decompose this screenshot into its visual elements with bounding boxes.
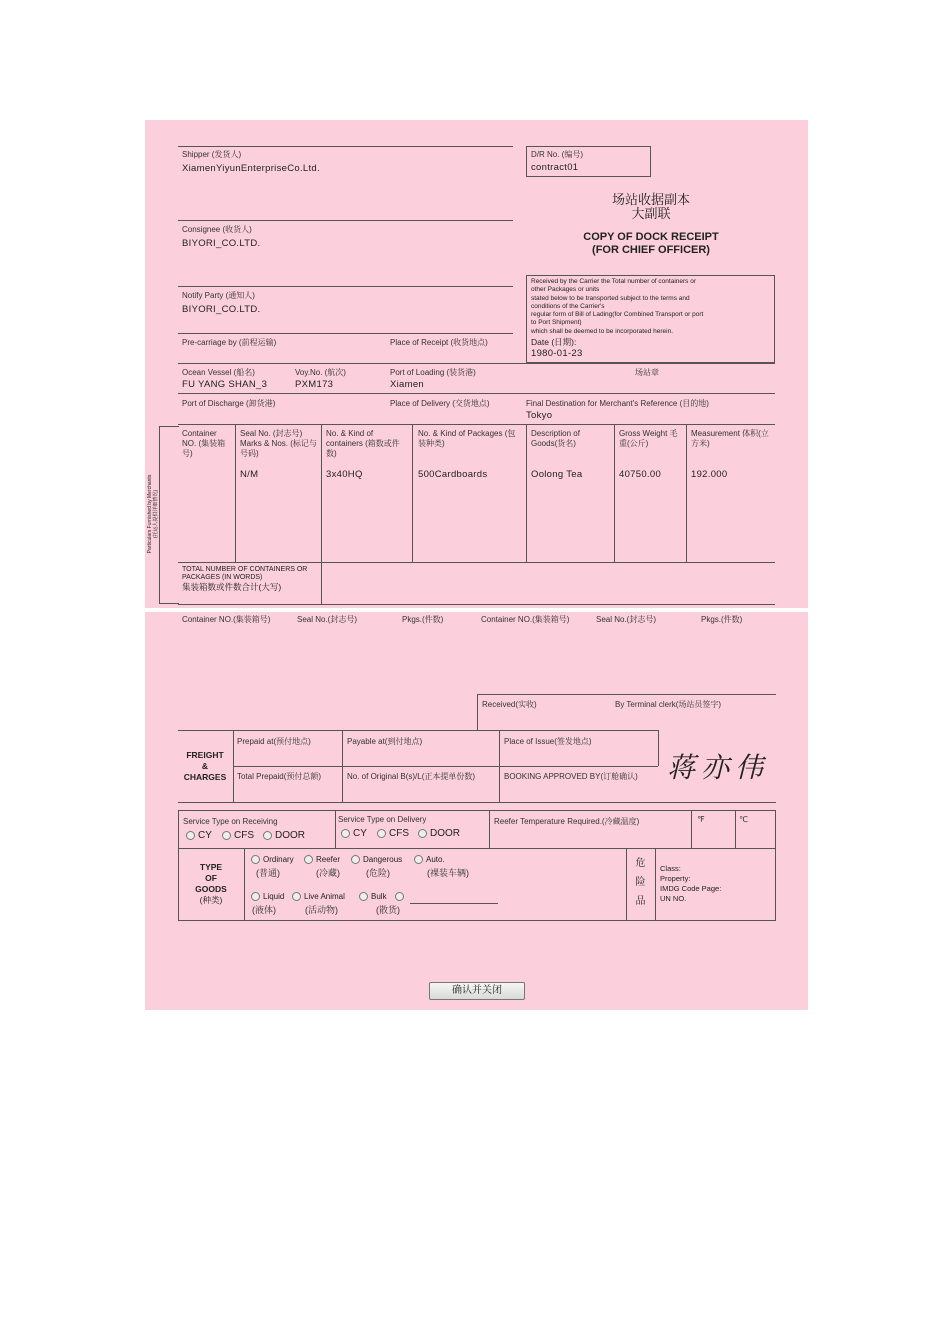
celsius-unit: ℃ [739, 815, 748, 824]
delivery-cy-option[interactable] [341, 828, 367, 839]
row-description: Oolong Tea [531, 469, 583, 480]
ocean-vessel-value: FU YANG SHAN_3 [182, 379, 268, 390]
ordinary-cn: (普通) [256, 868, 280, 878]
freight-line: CHARGES [183, 772, 227, 782]
place-of-issue-label: Place of Issue(签发地点) [504, 737, 592, 746]
receiving-cfs-option[interactable] [222, 830, 254, 841]
option-label: Auto. [426, 855, 445, 864]
shipper-value: XiamenYiyunEnterpriseCo.Ltd. [182, 163, 320, 174]
col-gross-weight: Gross Weight 毛重(公斤) [619, 429, 678, 448]
consignee-value: BIYORI_CO.LTD. [182, 238, 261, 249]
option-label: Ordinary [263, 855, 294, 864]
delivery-door-option[interactable] [418, 828, 460, 839]
dangerous-cn: (危险) [366, 868, 390, 878]
port-of-loading-value: Xiamen [390, 379, 425, 390]
place-of-delivery-label: Place of Delivery (交货地点) [390, 399, 490, 408]
col-measurement: Measurement 体积(立方米) [691, 429, 769, 448]
receipt-line: which shall be deemed to be incorporated herein. [531, 327, 674, 335]
precarriage-label: Pre-carriage by (前程运输) [182, 338, 277, 347]
divider [178, 802, 776, 803]
prepaid-at-label: Prepaid at(预付地点) [237, 737, 311, 746]
port-of-loading-label: Port of Loading (装货港) [390, 368, 476, 377]
auto-cn: (裸装车辆) [427, 868, 469, 878]
receipt-line: to Port Shipment) [531, 319, 582, 327]
seal-no-label-2: Seal No.(封志号) [596, 615, 657, 624]
divider [178, 810, 179, 848]
goods-bracket [159, 426, 179, 604]
station-stamp-label: 场站章 [635, 368, 659, 377]
confirm-close-button[interactable]: 确认并关闭 [429, 982, 525, 1000]
divider [233, 766, 658, 767]
radio-icon[interactable] [222, 831, 231, 840]
divider [178, 146, 513, 147]
other-option[interactable] [395, 892, 407, 901]
col-containers-kind: No. & Kind of containers (箱数或件数) [326, 429, 400, 458]
type-line: GOODS [195, 884, 227, 894]
radio-icon[interactable] [418, 829, 427, 838]
divider [614, 424, 615, 562]
liquid-cn: (液体) [252, 905, 276, 915]
imdg-label: IMDG Code Page: [660, 884, 722, 893]
divider [691, 810, 692, 848]
radio-icon[interactable] [341, 829, 350, 838]
service-receiving-label: Service Type on Receiving [183, 817, 278, 826]
divider [335, 810, 336, 848]
row-measurement: 192.000 [691, 469, 728, 480]
divider [178, 604, 775, 605]
option-label: CFS [389, 828, 409, 839]
receiving-door-option[interactable] [263, 830, 305, 841]
divider [244, 848, 245, 920]
title-cn [526, 193, 776, 221]
live-animal-option[interactable] [292, 892, 345, 901]
divider [178, 286, 513, 287]
hazard-char: 品 [635, 896, 646, 907]
option-label: CY [198, 830, 212, 841]
delivery-cfs-option[interactable] [377, 828, 409, 839]
freight-line: & [201, 761, 209, 771]
shipper-label: Shipper (发货人) [182, 150, 242, 159]
title-en [526, 231, 776, 257]
pkgs-label-2: Pkgs.(件数) [701, 615, 743, 624]
original-bl-label: No. of Original B(s)/L(正本提单份数) [347, 772, 476, 781]
dangerous-option[interactable] [351, 855, 402, 864]
type-line: OF [205, 873, 217, 883]
col-container-no: Container NO. (集装箱号) [182, 429, 226, 458]
col-packages-kind: No. & Kind of Packages (包装种类) [418, 429, 516, 448]
property-label: Property: [660, 874, 691, 883]
side-label-line-1: Particulars Furnished by Merchants [147, 474, 153, 554]
option-label: Live Animal [304, 892, 345, 901]
option-label: Bulk [371, 892, 387, 901]
divider [321, 424, 322, 562]
live-animal-cn: (活动物) [305, 905, 338, 915]
total-prepaid-label: Total Prepaid(预付总额) [237, 772, 322, 781]
type-line: (种类) [199, 895, 223, 905]
fahrenheit-unit: ℉ [697, 815, 705, 824]
reefer-cn: (冷藏) [316, 868, 340, 878]
received-label: Received(实收) [482, 700, 537, 709]
merchant-particulars-side-label [147, 454, 159, 574]
reefer-temperature-label: Reefer Temperature Required.(冷藏温度) [494, 817, 640, 826]
divider [178, 920, 776, 921]
title-en-line-2: (FOR CHIEF OFFICER) [592, 244, 710, 256]
radio-icon[interactable] [292, 892, 301, 901]
date-label: Date (日期): [531, 337, 577, 347]
divider [412, 424, 413, 562]
receipt-line: other Packages or units [531, 286, 600, 294]
option-label: CFS [234, 830, 254, 841]
date-value: 1980-01-23 [531, 348, 583, 359]
reefer-option[interactable] [304, 855, 340, 864]
divider [686, 424, 687, 562]
divider [178, 810, 776, 811]
dr-number-label: D/R No. (编号) [531, 150, 583, 159]
receipt-line: regular form of Bill of Lading(for Combined Transport or port [531, 311, 704, 319]
place-of-receipt-label: Place of Receipt (收货地点) [390, 338, 488, 347]
approver-signature: 蒋亦伟 [667, 751, 770, 784]
ocean-vessel-label: Ocean Vessel (船名) [182, 368, 255, 377]
total-packages-cn: 集装箱数或件数合计(大写) [182, 582, 282, 592]
type-of-goods-label [178, 862, 244, 906]
radio-icon[interactable] [377, 829, 386, 838]
terminal-clerk-label: By Terminal clerk(场站员签字) [615, 700, 722, 709]
dock-receipt-bottom-panel [145, 612, 808, 1010]
radio-icon[interactable] [251, 855, 260, 864]
option-label: CY [353, 828, 367, 839]
divider [178, 730, 658, 731]
divider [178, 220, 513, 221]
option-label: Reefer [316, 855, 341, 864]
type-line: TYPE [199, 862, 223, 872]
title-cn-line-1: 场站收据副本 [611, 192, 690, 207]
booking-approved-label: BOOKING APPROVED BY(订舱确认) [504, 772, 638, 781]
total-packages-label [182, 566, 322, 591]
divider [489, 810, 490, 848]
divider [655, 848, 656, 920]
payable-at-label: Payable at(到付地点) [347, 737, 423, 746]
auto-option[interactable] [414, 855, 445, 864]
freight-line: FREIGHT [186, 750, 224, 760]
final-destination-value: Tokyo [526, 410, 553, 421]
side-label-line-2: (托运人提供详细情况) [153, 489, 159, 539]
freight-charges-label [178, 750, 232, 783]
row-seal-marks: N/M [240, 469, 259, 480]
divider [178, 393, 775, 394]
col-description: Description of Goods(货名) [531, 429, 580, 448]
receipt-line: Received by the Carrier the Total number of containers or [531, 278, 696, 285]
hazardous-goods-label [626, 854, 655, 911]
row-packages-kind: 500Cardboards [418, 469, 488, 480]
total-packages-en: TOTAL NUMBER OF CONTAINERS OR PACKAGES (IN WORDS) [182, 566, 308, 581]
divider [735, 810, 736, 848]
radio-icon[interactable] [186, 831, 195, 840]
col-seal-marks: Seal No. (封志号) Marks & Nos. (标记与号码) [240, 429, 317, 458]
radio-icon[interactable] [251, 892, 260, 901]
receiving-cy-option[interactable] [186, 830, 212, 841]
seal-no-label-1: Seal No.(封志号) [297, 615, 358, 624]
liquid-option[interactable] [251, 892, 284, 901]
class-label: Class: [660, 864, 681, 873]
ordinary-option[interactable] [251, 855, 294, 864]
hazard-char: 险 [635, 877, 646, 888]
divider [526, 424, 527, 562]
divider [178, 333, 513, 334]
voyage-label: Voy.No. (航次) [295, 368, 346, 377]
container-no-label-1: Container NO.(集装箱号) [182, 615, 271, 624]
notify-party-value: BIYORI_CO.LTD. [182, 304, 261, 315]
row-gross-weight: 40750.00 [619, 469, 662, 480]
consignee-label: Consignee (收货人) [182, 225, 252, 234]
divider [178, 848, 776, 849]
option-label: DOOR [275, 830, 305, 841]
radio-icon[interactable] [359, 892, 368, 901]
option-label: Dangerous [363, 855, 403, 864]
final-destination-label: Final Destination for Merchant's Reference (目的地) [526, 399, 709, 408]
radio-icon[interactable] [395, 892, 404, 901]
divider [658, 730, 659, 766]
receipt-line: stated below to be transported subject to the terms and [531, 294, 690, 302]
option-label: DOOR [430, 828, 460, 839]
radio-icon[interactable] [263, 831, 272, 840]
hazard-details [660, 864, 721, 904]
service-delivery-label: Service Type on Delivery [338, 815, 427, 824]
hazard-char: 危 [635, 858, 646, 869]
divider [477, 694, 776, 695]
bulk-cn: (散货) [376, 905, 400, 915]
voyage-value: PXM173 [295, 379, 334, 390]
divider [235, 424, 236, 562]
divider [178, 363, 775, 364]
dock-receipt-top-panel [145, 120, 808, 608]
pkgs-label-1: Pkgs.(件数) [402, 615, 444, 624]
receipt-line: conditions of the Carrier's [531, 302, 605, 310]
title-en-line-1: COPY OF DOCK RECEIPT [583, 231, 719, 243]
option-label: Liquid [263, 892, 285, 901]
dr-number-value: contract01 [531, 162, 579, 173]
radio-icon[interactable] [414, 855, 423, 864]
divider [477, 694, 478, 730]
radio-icon[interactable] [304, 855, 313, 864]
radio-icon[interactable] [351, 855, 360, 864]
divider [178, 562, 775, 563]
port-of-discharge-label: Port of Discharge (卸货港) [182, 399, 276, 408]
other-goods-input-line[interactable] [410, 903, 498, 904]
divider [775, 810, 776, 920]
row-containers-kind: 3x40HQ [326, 469, 363, 480]
container-no-label-2: Container NO.(集装箱号) [481, 615, 570, 624]
notify-party-label: Notify Party (通知人) [182, 291, 255, 300]
bulk-option[interactable] [359, 892, 387, 901]
un-number-label: UN NO. [660, 894, 687, 903]
divider [321, 562, 322, 604]
receipt-terms-text [531, 278, 771, 336]
title-cn-line-2: 大副联 [631, 206, 671, 221]
